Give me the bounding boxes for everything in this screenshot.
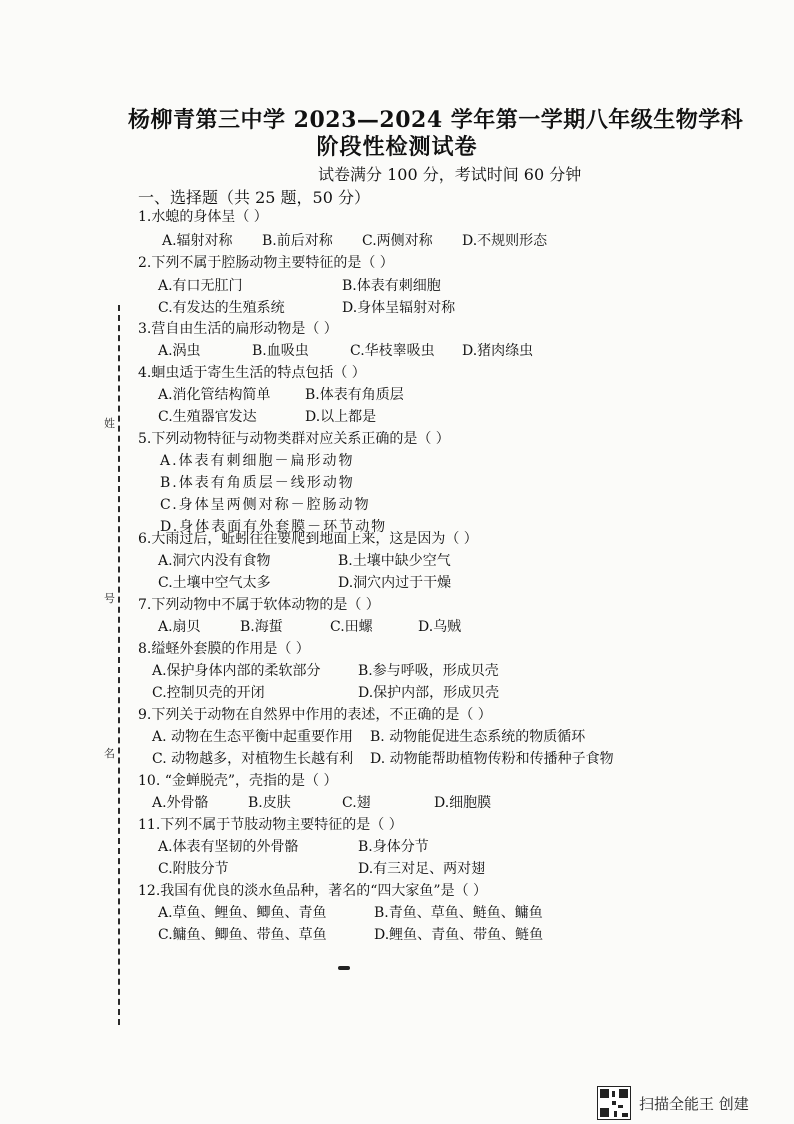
q11-option-c: C.附肢分节 [158, 861, 229, 877]
q1-option-a: A.辐射对称 [162, 233, 233, 249]
q12-option-d: D.鲤鱼、青鱼、带鱼、鲢鱼 [374, 927, 544, 943]
q1-option-b: B.前后对称 [262, 233, 333, 249]
q12-option-c: C.鳙鱼、鲫鱼、带鱼、草鱼 [158, 927, 327, 943]
q9-option-b: B. 动物能促进生态系统的物质循环 [370, 729, 586, 745]
q5-option-b: B.体表有角质层－线形动物 [160, 475, 355, 491]
watermark-text: 扫描全能王 创建 [639, 1094, 749, 1113]
q10-option-d: D.细胞膜 [434, 795, 492, 811]
question-5: 5.下列动物特征与动物类群对应关系正确的是（ ） [138, 431, 450, 447]
q10-option-c: C.翅 [342, 795, 371, 811]
question-10: 10. “金蝉脱壳”，壳指的是（ ） [138, 773, 338, 789]
question-2: 2.下列不属于腔肠动物主要特征的是（ ） [138, 255, 394, 271]
question-6: 6.大雨过后，蚯蚓往往要爬到地面上来，这是因为（ ） [138, 531, 478, 547]
q4-option-c: C.生殖器官发达 [158, 409, 257, 425]
q11-option-a: A.体表有坚韧的外骨骼 [158, 839, 299, 855]
qr-code-icon [597, 1086, 631, 1120]
q12-option-a: A.草鱼、鲤鱼、鲫鱼、青鱼 [158, 905, 327, 921]
exam-title: 杨柳青第三中学 2023—2024 学年第一学期八年级生物学科 [128, 107, 744, 133]
q6-option-c: C.土壤中空气太多 [158, 575, 271, 591]
q1-option-d: D.不规则形态 [462, 233, 548, 249]
question-7: 7.下列动物中不属于软体动物的是（ ） [138, 597, 380, 613]
q10-option-b: B.皮肤 [248, 795, 291, 811]
question-8: 8.缢蛏外套膜的作用是（ ） [138, 641, 310, 657]
q11-option-b: B.身体分节 [358, 839, 429, 855]
q7-option-d: D.乌贼 [418, 619, 462, 635]
q4-option-b: B.体表有角质层 [305, 387, 404, 403]
question-3: 3.营自由生活的扁形动物是（ ） [138, 321, 338, 337]
q11-option-d: D.有三对足、两对翅 [358, 861, 486, 877]
exam-subtitle: 阶段性检测试卷 [316, 134, 478, 160]
q10-option-a: A.外骨骼 [152, 795, 209, 811]
question-11: 11.下列不属于节肢动物主要特征的是（ ） [138, 817, 403, 833]
question-4: 4.蛔虫适于寄生生活的特点包括（ ） [138, 365, 366, 381]
q7-option-c: C.田螺 [330, 619, 373, 635]
section-heading: 一、选择题（共 25 题，50 分） [138, 188, 370, 207]
q3-option-a: A.涡虫 [158, 343, 201, 359]
q6-option-a: A.洞穴内没有食物 [158, 553, 271, 569]
q5-option-d: D.身体表面有外套膜－环节动物 [160, 519, 388, 535]
margin-mark-3: 名 [104, 747, 115, 760]
q5-option-c: C.身体呈两侧对称－腔肠动物 [160, 497, 371, 513]
q5-option-a: A.体表有刺细胞－扁形动物 [160, 453, 355, 469]
q8-option-d: D.保护内部，形成贝壳 [358, 685, 500, 701]
scanner-watermark [597, 1086, 749, 1120]
q2-option-a: A.有口无肛门 [158, 278, 243, 294]
exam-info: 试卷满分 100 分，考试时间 60 分钟 [318, 165, 582, 184]
binding-fold-line [118, 305, 120, 1025]
q4-option-d: D.以上都是 [305, 409, 377, 425]
question-12: 12.我国有优良的淡水鱼品种，著名的“四大家鱼”是（ ） [138, 883, 488, 899]
q9-option-d: D. 动物能帮助植物传粉和传播种子食物 [370, 751, 614, 767]
q6-option-d: D.洞穴内过于干燥 [338, 575, 452, 591]
q9-option-a: A. 动物在生态平衡中起重要作用 [152, 729, 354, 745]
q9-option-c: C. 动物越多，对植物生长越有利 [152, 751, 354, 767]
margin-mark-1: 姓 [104, 417, 115, 430]
q8-option-a: A.保护身体内部的柔软部分 [152, 663, 321, 679]
question-9: 9.下列关于动物在自然界中作用的表述，不正确的是（ ） [138, 707, 492, 723]
q12-option-b: B.青鱼、草鱼、鲢鱼、鳙鱼 [374, 905, 543, 921]
q4-option-a: A.消化管结构简单 [158, 387, 271, 403]
q2-option-b: B.体表有刺细胞 [342, 278, 441, 294]
q7-option-b: B.海蜇 [240, 619, 283, 635]
q8-option-c: C.控制贝壳的开闭 [152, 685, 265, 701]
q8-option-b: B.参与呼吸，形成贝壳 [358, 663, 499, 679]
q6-option-b: B.土壤中缺少空气 [338, 553, 451, 569]
page-mark [338, 966, 350, 970]
q3-option-d: D.猪肉绦虫 [462, 343, 534, 359]
q3-option-b: B.血吸虫 [252, 343, 309, 359]
margin-mark-2: 号 [104, 592, 115, 605]
question-1: 1.水螅的身体呈（ ） [138, 209, 268, 225]
q2-option-c: C.有发达的生殖系统 [158, 300, 285, 316]
q1-option-c: C.两侧对称 [362, 233, 433, 249]
q2-option-d: D.身体呈辐射对称 [342, 300, 456, 316]
q7-option-a: A.扇贝 [158, 619, 201, 635]
q3-option-c: C.华枝睾吸虫 [350, 343, 435, 359]
